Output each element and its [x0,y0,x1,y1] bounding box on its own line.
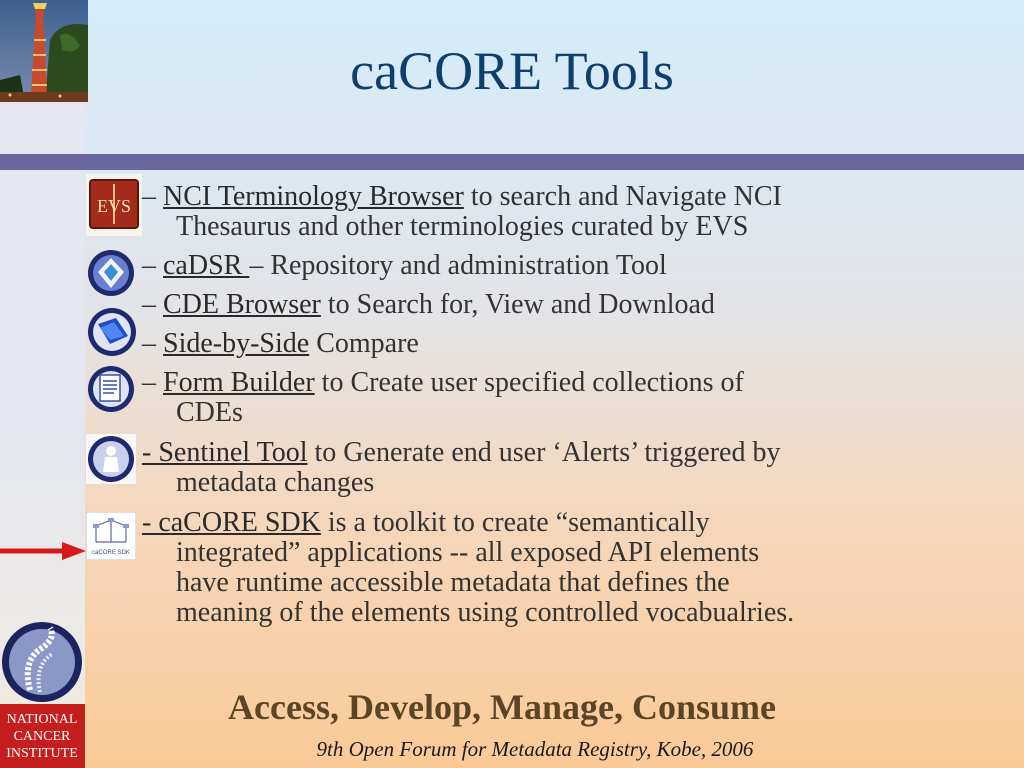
bullet-form-builder-cont: CDEs [176,397,243,428]
cadsr-link[interactable]: caDSR [163,250,250,281]
sentinel-icon[interactable] [86,434,136,484]
cacore-sdk-icon[interactable] [86,512,136,560]
nci-logo-text-3: INSTITUTE [6,746,78,761]
red-arrow-icon [0,540,90,562]
cde-browser-link[interactable]: CDE Browser [163,289,321,320]
bullet-cadsr: – caDSR – Repository and administration Tool [142,250,667,281]
cacore-sdk-link[interactable]: - caCORE SDK [142,507,321,538]
nci-logo-text-1: NATIONAL [6,712,78,727]
bullet-sentinel: - Sentinel Tool to Generate end user ‘Alerts’ triggered by [142,437,781,468]
nci-logo-text-2: CANCER [13,729,71,744]
bullet-form-builder: – Form Builder to Create user specified collections of [142,367,744,398]
form-builder-link[interactable]: Form Builder [163,367,315,398]
cadsr-icon[interactable] [86,248,136,298]
evs-icon-label: EVS [96,196,132,216]
evs-icon[interactable] [86,174,142,236]
side-by-side-link[interactable]: Side-by-Side [163,328,310,359]
cacore-sdk-icon-label: caCORE SDK [92,550,130,556]
nci-terminology-browser-link[interactable]: NCI Terminology Browser [163,181,464,212]
bullet-cacore-sdk: - caCORE SDK is a toolkit to create “semantically [142,507,710,538]
sentinel-tool-link[interactable]: - Sentinel Tool [142,437,308,468]
footer-event: 9th Open Forum for Metadata Registry, Kobe, 2006 [316,737,754,761]
footer-tagline: Access, Develop, Manage, Consume [228,687,776,727]
bullet-cacore-sdk-cont2: have runtime accessible metadata that defines the [176,567,730,598]
cde-browser-icon[interactable] [86,306,138,358]
bullet-nci-terminology: – NCI Terminology Browser to search and Navigate NCI [142,181,782,212]
slide-title: caCORE Tools [350,41,674,101]
bullet-cacore-sdk-cont1: integrated” applications -- all exposed API elements [176,537,760,568]
form-builder-icon[interactable] [86,364,136,414]
bullet-nci-terminology-cont: Thesaurus and other terminologies curated by EVS [176,211,749,242]
bullet-side-by-side: – Side-by-Side Compare [142,328,419,359]
bullet-cacore-sdk-cont3: meaning of the elements using controlled vocabualries. [176,597,795,628]
bullet-sentinel-cont: metadata changes [176,467,375,498]
bullet-cde-browser: – CDE Browser to Search for, View and Download [142,289,715,320]
